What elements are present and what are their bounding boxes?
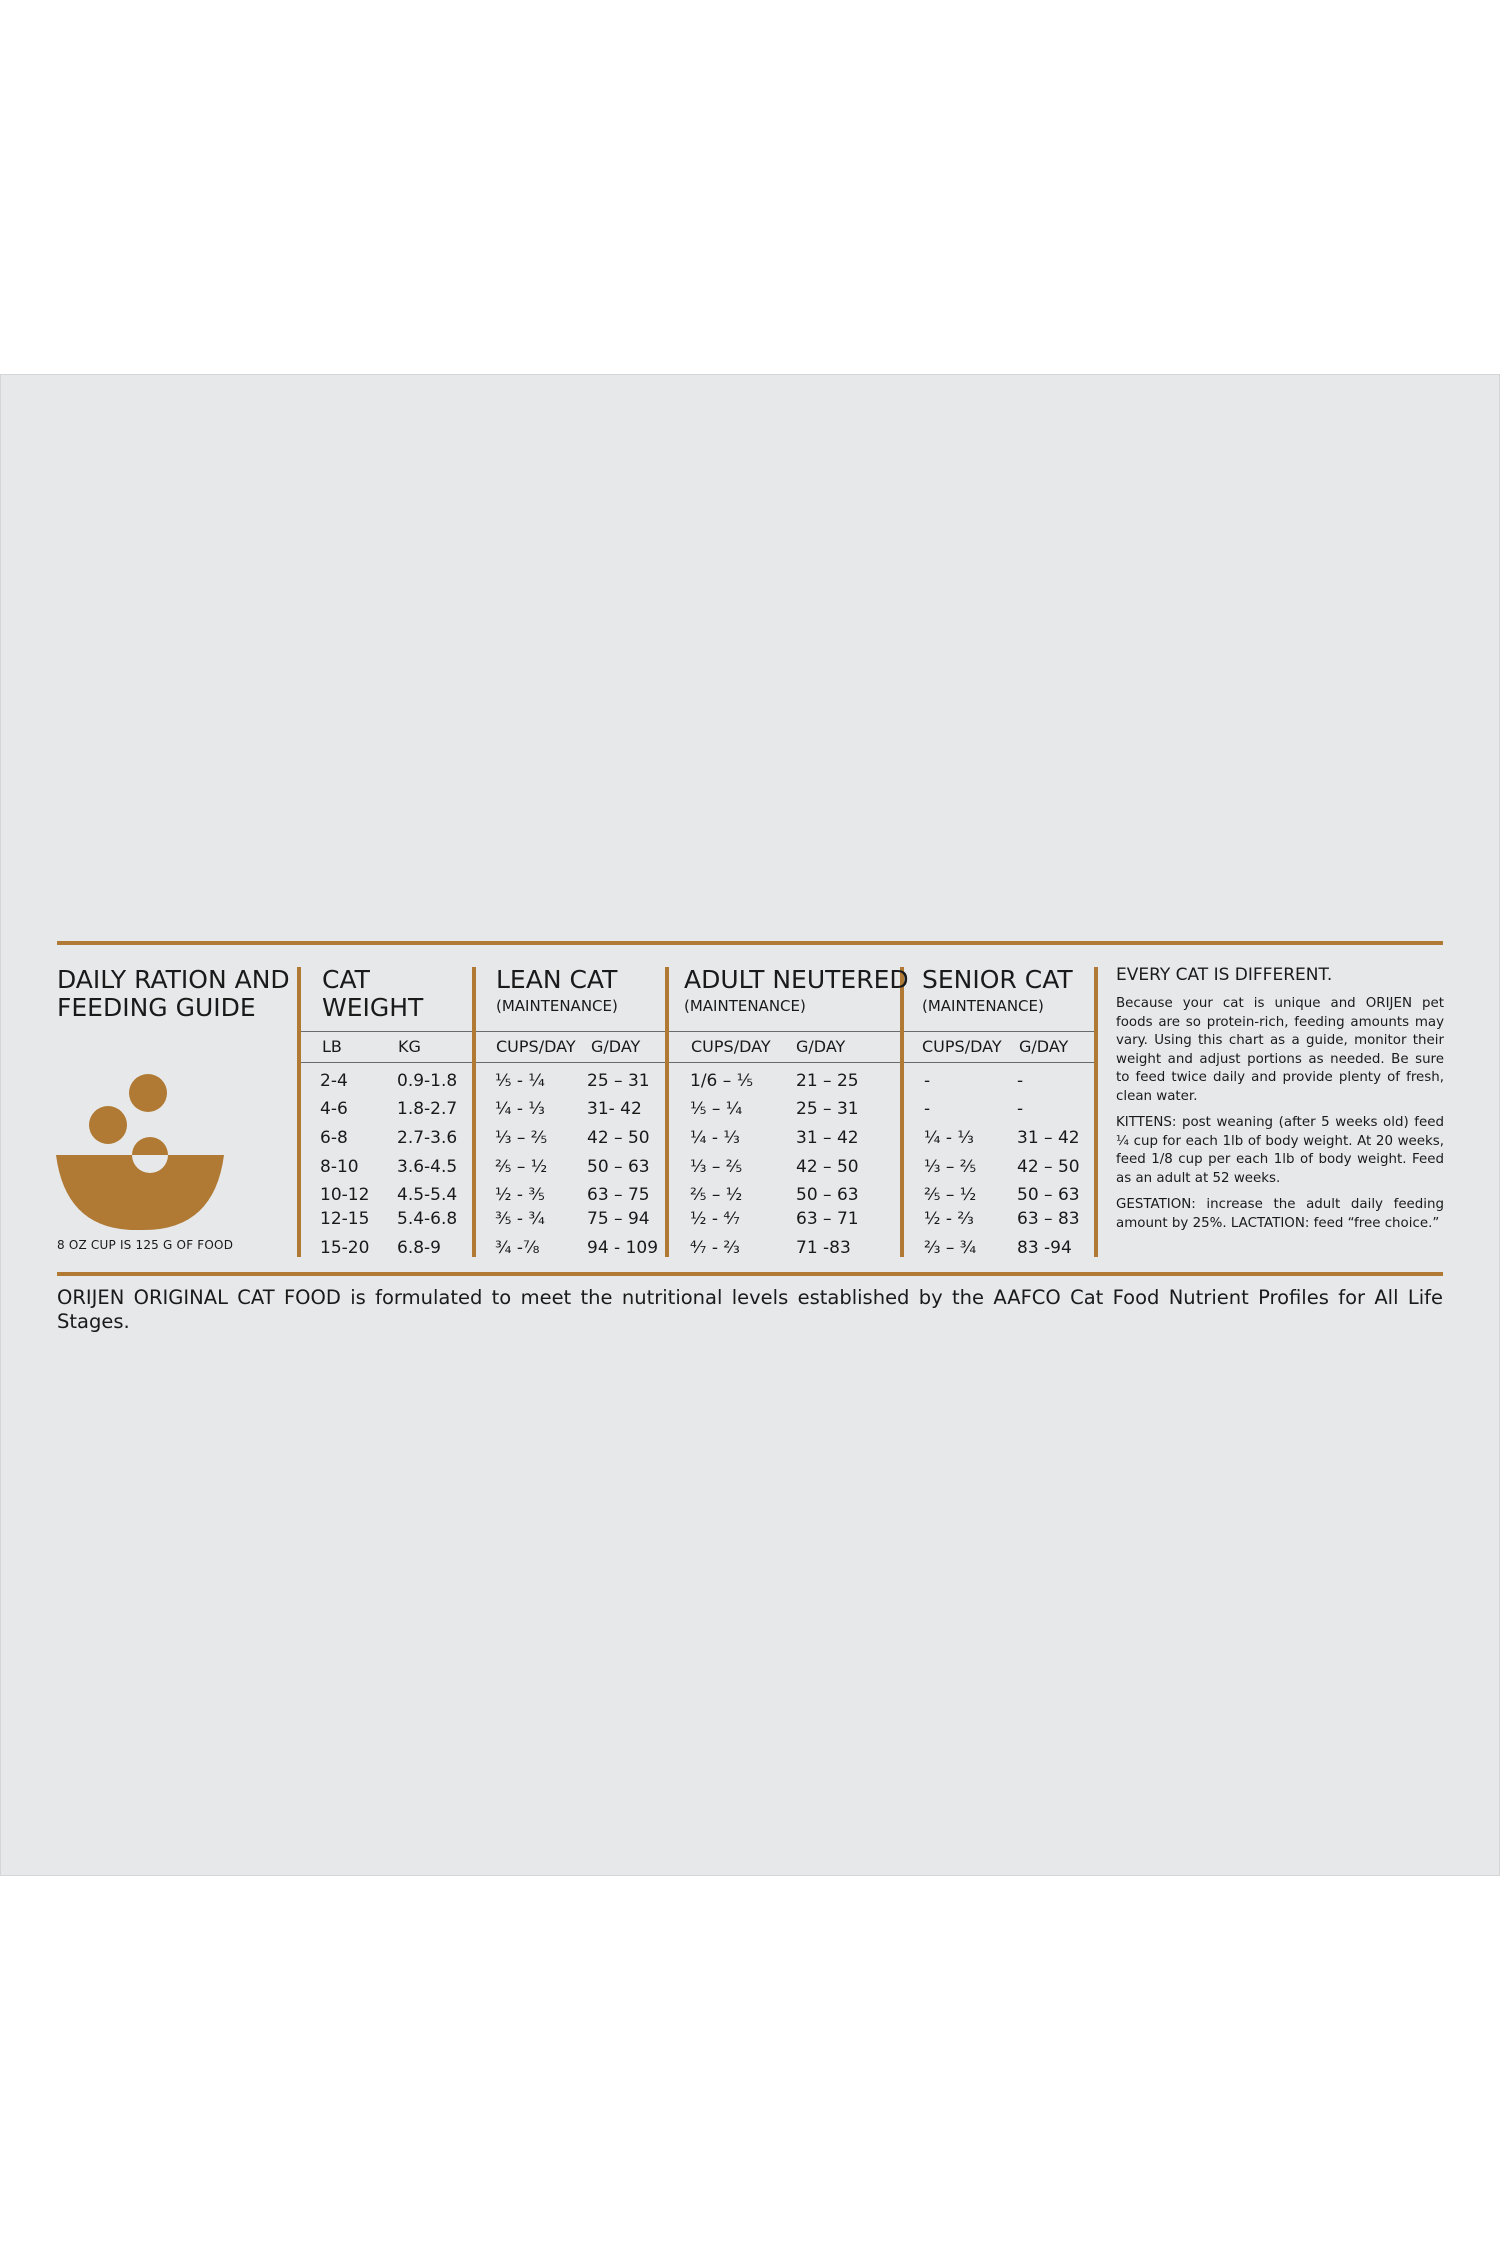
adult-subtitle: (MAINTENANCE) <box>684 997 806 1015</box>
cell-kg: 1.8-2.7 <box>397 1099 458 1119</box>
weight-title-line-1: CAT <box>322 965 370 994</box>
bowl-caption: 8 OZ CUP IS 125 G OF FOOD <box>57 1238 234 1252</box>
divider-side <box>1094 967 1098 1257</box>
cell-lb: 15-20 <box>320 1238 370 1258</box>
cell-adult-cups: ⅕ – ¼ <box>690 1099 743 1119</box>
cell-senior-g: 31 – 42 <box>1017 1128 1080 1148</box>
cell-adult-g: 31 – 42 <box>796 1128 859 1148</box>
cell-adult-cups: ⅖ – ½ <box>690 1185 743 1205</box>
cell-kg: 0.9-1.8 <box>397 1071 458 1091</box>
cell-senior-cups: ½ - ⅔ <box>924 1209 974 1229</box>
cell-senior-g: - <box>1017 1071 1024 1091</box>
cell-lb: 6-8 <box>320 1128 348 1148</box>
cell-lb: 4-6 <box>320 1099 348 1119</box>
divider-senior <box>900 967 904 1257</box>
cell-lean-cups: ⅓ – ⅖ <box>495 1128 548 1148</box>
cell-lean-cups: ½ - ⅗ <box>495 1185 545 1205</box>
col-adult-g: G/DAY <box>796 1037 846 1056</box>
divider-adult <box>665 967 669 1257</box>
cell-lb: 10-12 <box>320 1185 370 1205</box>
lean-header-line <box>476 1031 665 1032</box>
divider-lean <box>472 967 476 1257</box>
col-lean-cups: CUPS/DAY <box>496 1037 576 1056</box>
side-heading: EVERY CAT IS DIFFERENT. <box>1116 965 1333 985</box>
cell-kg: 4.5-5.4 <box>397 1185 458 1205</box>
cell-senior-g: - <box>1017 1099 1024 1119</box>
cell-lean-cups: ⅖ – ½ <box>495 1157 548 1177</box>
weight-title-line-2: WEIGHT <box>322 993 424 1022</box>
cell-senior-cups: ¼ - ⅓ <box>924 1128 974 1148</box>
divider-weight <box>297 967 301 1257</box>
cell-adult-g: 50 – 63 <box>796 1185 859 1205</box>
guide-title-line-2: FEEDING GUIDE <box>57 993 256 1022</box>
food-bowl-icon <box>56 1066 226 1232</box>
cell-lean-g: 75 – 94 <box>587 1209 650 1229</box>
col-lean-g: G/DAY <box>591 1037 641 1056</box>
top-rule <box>57 941 1443 945</box>
cell-senior-cups: ⅖ – ½ <box>924 1185 977 1205</box>
senior-title: SENIOR CAT <box>922 965 1073 994</box>
senior-subheader-line <box>904 1062 1094 1063</box>
side-notes <box>1116 965 1444 1241</box>
cell-lean-g: 31- 42 <box>587 1099 642 1119</box>
senior-header-line <box>904 1031 1094 1032</box>
cell-adult-cups: ½ - ⁴⁄₇ <box>690 1209 740 1229</box>
aafco-statement: ORIJEN ORIGINAL CAT FOOD is formulated to meet the nutritional levels established by the AAFCO Cat Food Nutrient Profiles for All Life Stages. <box>57 1286 1443 1333</box>
cell-kg: 3.6-4.5 <box>397 1157 458 1177</box>
senior-subtitle: (MAINTENANCE) <box>922 997 1044 1015</box>
cell-senior-g: 83 -94 <box>1017 1238 1072 1258</box>
cell-adult-g: 25 – 31 <box>796 1099 859 1119</box>
cell-senior-cups: ⅔ – ¾ <box>924 1238 977 1258</box>
cell-lean-g: 25 – 31 <box>587 1071 650 1091</box>
guide-title-line-1: DAILY RATION AND <box>57 965 290 994</box>
cell-lean-g: 42 – 50 <box>587 1128 650 1148</box>
lean-subheader-line <box>476 1062 665 1063</box>
col-adult-cups: CUPS/DAY <box>691 1037 771 1056</box>
cell-kg: 5.4-6.8 <box>397 1209 458 1229</box>
cell-lb: 12-15 <box>320 1209 370 1229</box>
col-lb: LB <box>322 1037 342 1056</box>
cell-adult-cups: ¼ - ⅓ <box>690 1128 740 1148</box>
lean-subtitle: (MAINTENANCE) <box>496 997 618 1015</box>
cell-adult-g: 42 – 50 <box>796 1157 859 1177</box>
cell-kg: 6.8-9 <box>397 1238 441 1258</box>
cell-senior-cups: ⅓ – ⅖ <box>924 1157 977 1177</box>
cell-adult-cups: ⅓ – ⅖ <box>690 1157 743 1177</box>
cell-lean-g: 63 – 75 <box>587 1185 650 1205</box>
cell-lean-cups: ⅗ - ¾ <box>495 1209 545 1229</box>
cell-lean-g: 50 – 63 <box>587 1157 650 1177</box>
col-senior-g: G/DAY <box>1019 1037 1069 1056</box>
cell-adult-cups: ⁴⁄₇ - ⅔ <box>690 1238 740 1258</box>
adult-subheader-line <box>669 1062 900 1063</box>
cell-lean-cups: ¾ -⅞ <box>495 1238 540 1258</box>
col-senior-cups: CUPS/DAY <box>922 1037 1002 1056</box>
side-paragraph-intro: Because your cat is unique and ORIJEN pet foods are so protein-rich, feeding amounts may vary. Using this chart as a guide, monitor their weight and adjust portions as needed. Be sure to feed twice daily and provide plenty of fresh, clean water. <box>1116 996 1444 1104</box>
bottom-rule <box>57 1272 1443 1276</box>
cell-lean-g: 94 - 109 <box>587 1238 659 1258</box>
weight-header-line <box>301 1031 472 1032</box>
cell-lb: 2-4 <box>320 1071 348 1091</box>
cell-lean-cups: ¼ - ⅓ <box>495 1099 545 1119</box>
lean-title: LEAN CAT <box>496 965 618 994</box>
cell-kg: 2.7-3.6 <box>397 1128 458 1148</box>
cell-lean-cups: ⅕ - ¼ <box>495 1071 545 1091</box>
cell-senior-cups: - <box>924 1071 931 1091</box>
cell-adult-g: 21 – 25 <box>796 1071 859 1091</box>
cell-senior-g: 63 – 83 <box>1017 1209 1080 1229</box>
cell-adult-g: 63 – 71 <box>796 1209 859 1229</box>
cell-adult-g: 71 -83 <box>796 1238 851 1258</box>
weight-subheader-line <box>301 1062 472 1063</box>
cell-adult-cups: 1/6 – ⅕ <box>690 1071 754 1091</box>
cell-senior-cups: - <box>924 1099 931 1119</box>
cell-lb: 8-10 <box>320 1157 359 1177</box>
col-kg: KG <box>398 1037 421 1056</box>
cell-senior-g: 42 – 50 <box>1017 1157 1080 1177</box>
side-paragraph-gestation: GESTATION: increase the adult daily feeding amount by 25%. LACTATION: feed “free choice.” <box>1116 1197 1444 1231</box>
adult-title: ADULT NEUTERED <box>684 965 909 994</box>
adult-header-line <box>669 1031 900 1032</box>
cell-senior-g: 50 – 63 <box>1017 1185 1080 1205</box>
side-paragraph-kittens: KITTENS: post weaning (after 5 weeks old) feed ¼ cup for each 1lb of body weight. At 20 weeks, feed 1/8 cup per each 1lb of body weight. Feed as an adult at 52 weeks. <box>1116 1115 1444 1186</box>
